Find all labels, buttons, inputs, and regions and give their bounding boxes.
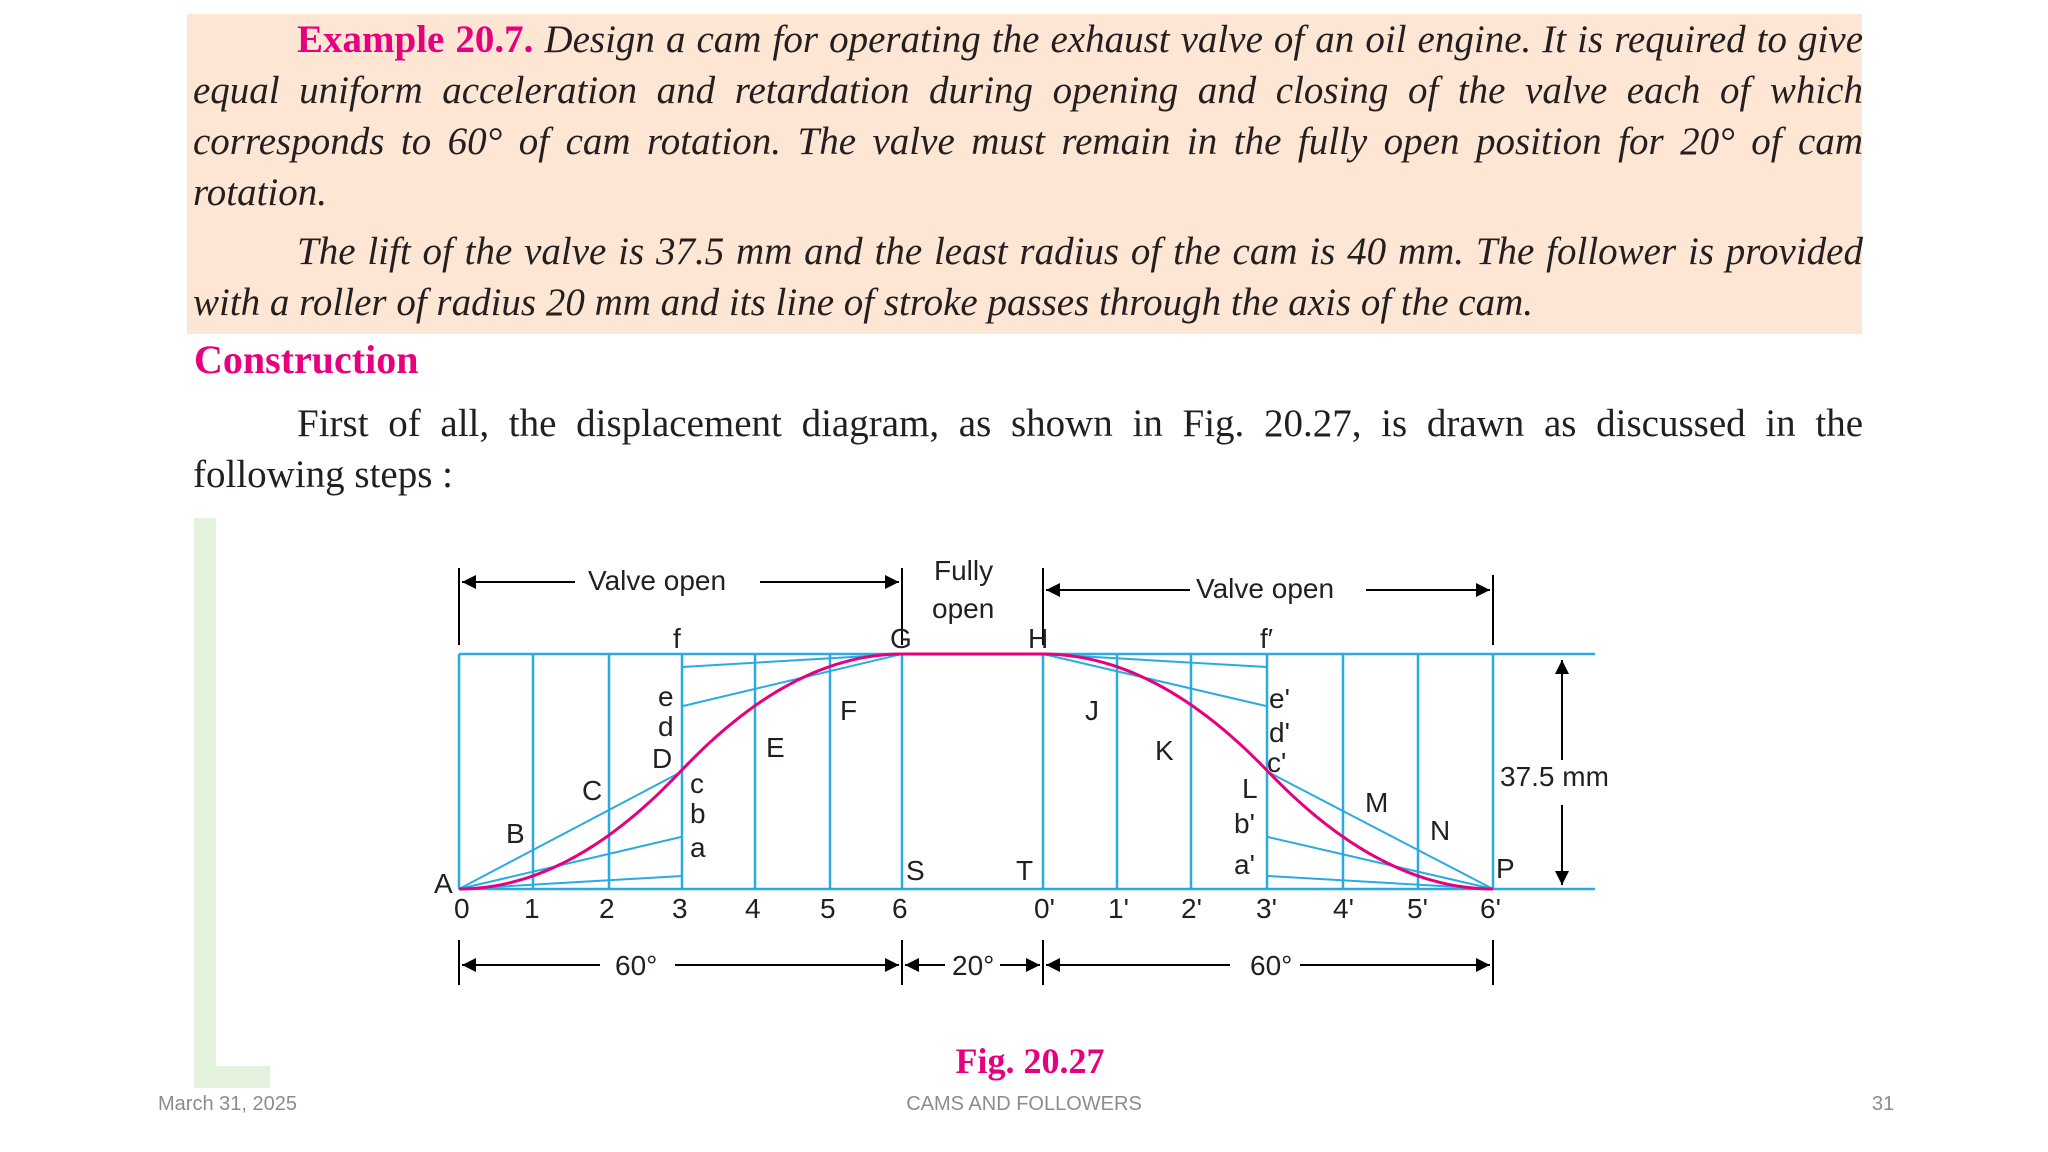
construction-paragraph — [193, 398, 1863, 500]
chord-right — [1267, 837, 1493, 889]
label-station-right: 1' — [1108, 893, 1129, 924]
label-lift: 37.5 mm — [1500, 761, 1609, 792]
label-station-left: 4 — [745, 893, 761, 924]
label-minor: a' — [1234, 849, 1255, 880]
label-point-D: D — [652, 743, 673, 774]
example-paragraph-1 — [193, 14, 1863, 218]
label-minor-e: e — [658, 681, 674, 712]
label-minor-d: d — [658, 711, 674, 742]
label-station-right: 4' — [1333, 893, 1354, 924]
label-angle-open: 60° — [615, 950, 658, 981]
label-minor-a: a — [690, 832, 706, 863]
label-station-left: 0 — [454, 893, 470, 924]
label-point-K: K — [1155, 735, 1174, 766]
label-point-J: J — [1085, 695, 1099, 726]
example-text-2: The lift of the valve is 37.5 mm and the least radius of the cam is 40 mm. The follower is provided with a roller of radius 20 mm and its line of stroke passes through the axis of the cam. — [193, 230, 1863, 324]
label-point-L: L — [1242, 773, 1258, 804]
label-point-C: C — [582, 775, 603, 806]
label-station-left: 2 — [599, 893, 615, 924]
label-angle-dwell: 20° — [952, 950, 995, 981]
chord-left-mid — [459, 772, 682, 890]
label-station-left: 5 — [820, 893, 836, 924]
construction-text: First of all, the displacement diagram, as shown in Fig. 20.27, is drawn as discussed in the following steps : — [193, 402, 1863, 496]
construction-heading: Construction — [194, 337, 419, 382]
label-point-P: P — [1496, 853, 1515, 884]
example-text-1: Design a cam for operating the exhaust valve of an oil engine. It is required to give equal uniform acceleration and retardation during opening and closing of the valve each of which corresponds to 60° of cam rotation. The valve must remain in the fully open position for 20° of cam rotation. — [193, 18, 1864, 214]
decor-bar-horizontal — [194, 1066, 270, 1088]
label-point-F: F — [840, 695, 858, 726]
label-station-right: 5' — [1407, 893, 1428, 924]
chord-left — [682, 654, 902, 706]
label-station-right: 3' — [1256, 893, 1277, 924]
footer-title: CAMS AND FOLLOWERS — [906, 1093, 1142, 1115]
label-S: S — [906, 855, 925, 886]
label-minor-c: c — [690, 768, 704, 799]
label-minor: b' — [1234, 808, 1255, 839]
footer-date: March 31, 2025 — [158, 1093, 297, 1115]
label-f-prime: f′ — [1260, 623, 1274, 654]
construction-chords — [459, 654, 1493, 889]
label-point-B: B — [506, 818, 525, 849]
chord-left — [459, 837, 682, 889]
label-valve-open-left: Valve open — [588, 565, 727, 596]
label-T: T — [1016, 855, 1034, 886]
label-point-M: M — [1365, 787, 1389, 818]
label-station-right: 6' — [1480, 893, 1501, 924]
label-minor: c' — [1267, 747, 1287, 778]
label-point-E: E — [766, 732, 785, 763]
example-paragraph-2 — [193, 226, 1863, 328]
label-open: open — [932, 593, 995, 624]
label-valve-open-right: Valve open — [1196, 573, 1335, 604]
label-station-left: 1 — [524, 893, 540, 924]
chord-right — [1043, 654, 1267, 706]
label-f: f — [673, 623, 681, 654]
label-station-left: 3 — [672, 893, 688, 924]
displacement-diagram — [420, 540, 1660, 1020]
label-angle-close: 60° — [1250, 950, 1293, 981]
dimension-lines — [459, 568, 1562, 985]
decor-bar-vertical — [194, 518, 216, 1088]
figure-caption: Fig. 20.27 — [955, 1041, 1105, 1081]
label-minor-b: b — [690, 798, 706, 829]
label-minor: e' — [1269, 683, 1290, 714]
label-station-left: 6 — [892, 893, 908, 924]
label-station-right: 2' — [1181, 893, 1202, 924]
footer-page-number: 31 — [1872, 1093, 1895, 1115]
label-fully: Fully — [934, 555, 994, 586]
label-station-right: 0' — [1034, 893, 1055, 924]
label-H: H — [1028, 623, 1049, 654]
label-G: G — [890, 623, 912, 654]
example-label: Example 20.7. — [297, 18, 534, 61]
label-point-N: N — [1430, 815, 1451, 846]
label-point-A: A — [434, 868, 453, 899]
label-minor: d' — [1269, 717, 1290, 748]
